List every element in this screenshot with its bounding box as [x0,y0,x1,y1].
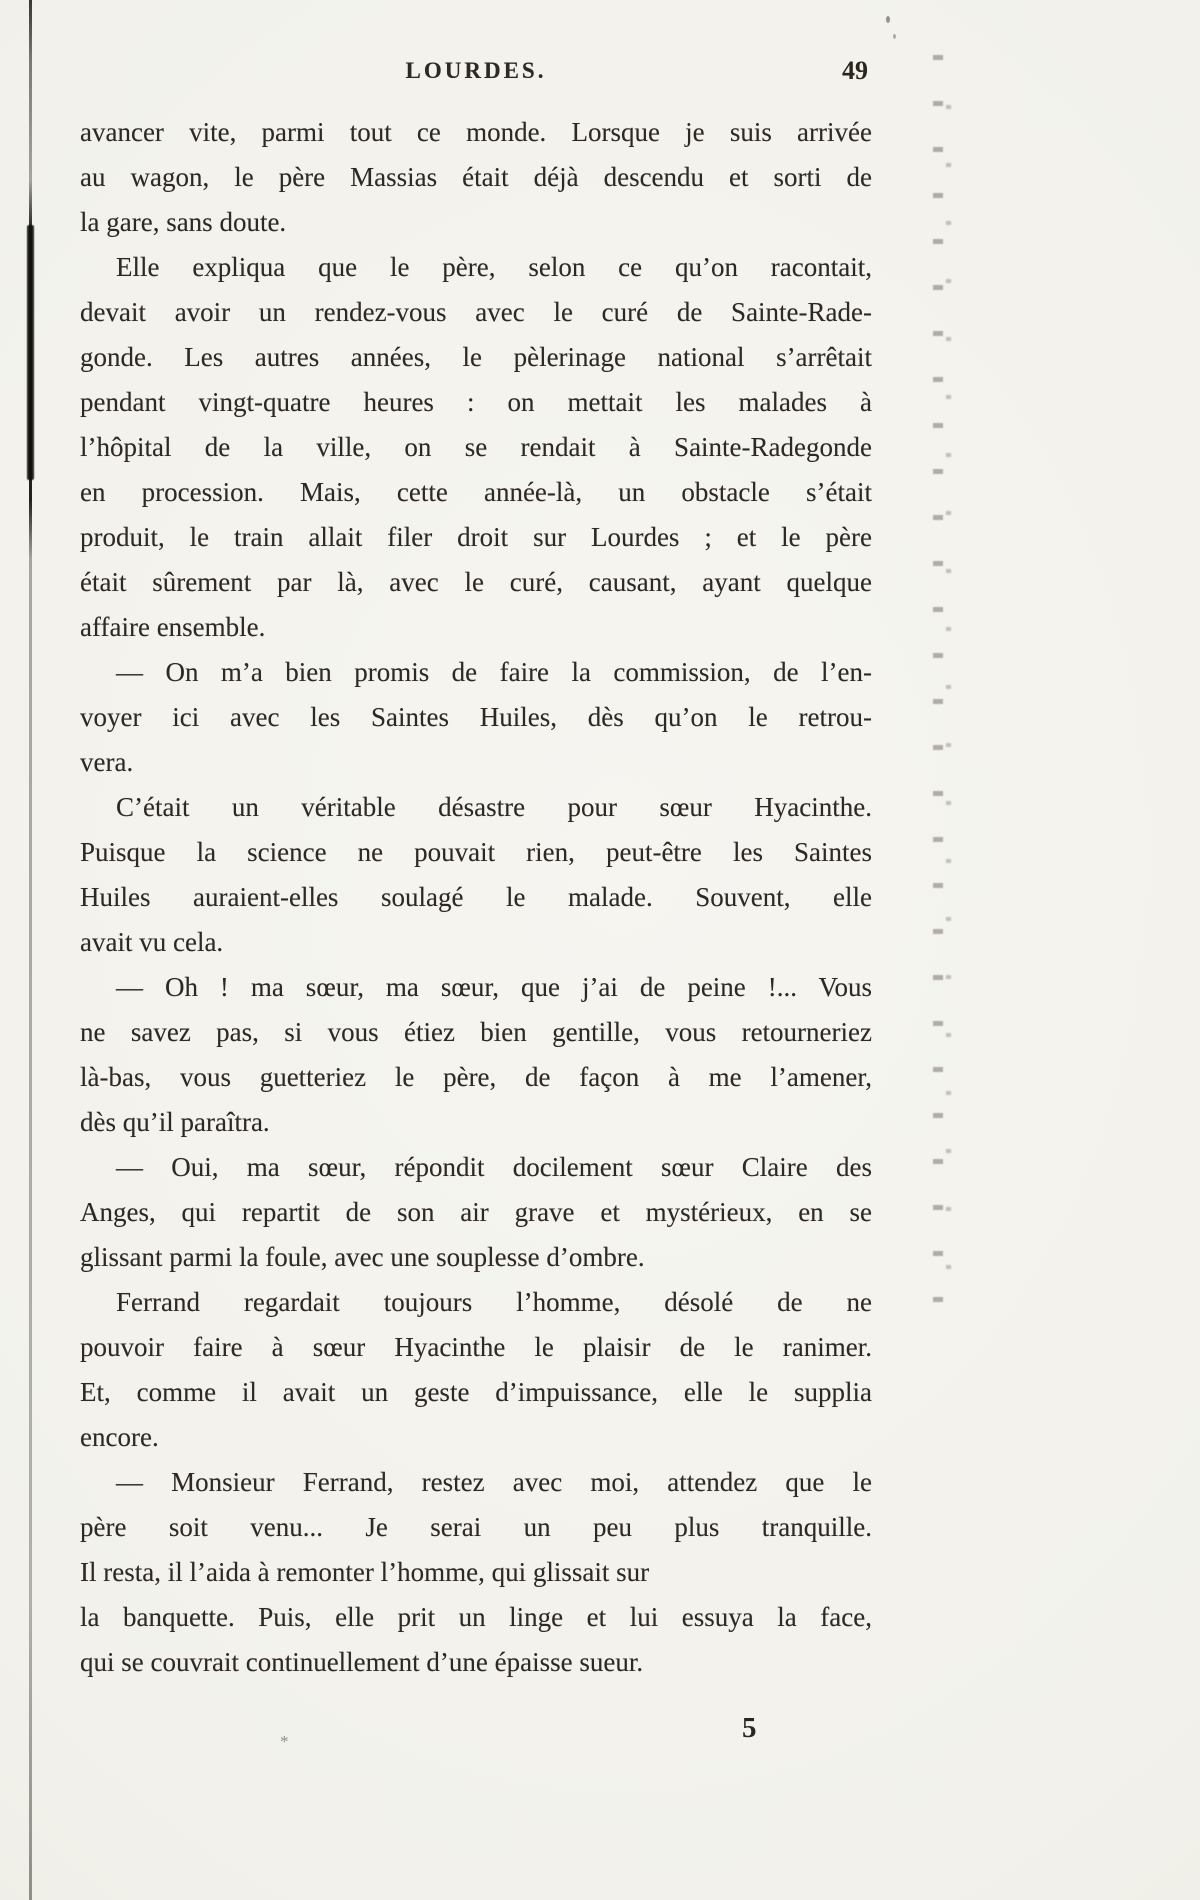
text-line: qui se couvrait continuellement d’une épaisse sueur. [80,1647,644,1677]
bleedthrough-marks [933,28,943,1338]
text-line: avait vu cela. [80,927,224,957]
text-line: la banquette. Puis, elle prit un linge et lui essuya la face, [80,1602,872,1632]
text-line: pendant vingt-quatre heures : on mettait les malades à [80,387,872,417]
text-line: glissant parmi la foule, avec une souplesse d’ombre. [80,1242,645,1272]
text-line: avancer vite, parmi tout ce monde. Lorsque je suis arrivée [80,117,872,147]
text-line: ne savez pas, si vous étiez bien gentille, vous retourneriez [80,1017,872,1047]
text-line: — Monsieur Ferrand, restez avec moi, attendez que le [116,1467,872,1497]
text-line: vera. [80,747,134,777]
scan-speck [893,34,896,39]
text-line: voyer ici avec les Saintes Huiles, dès qu’on le retrou- [80,702,872,732]
printer-ornament: * [280,1732,289,1751]
text-line: affaire ensemble. [80,612,266,642]
text-line: père soit venu... Je serai un peu plus tranquille. [80,1512,872,1542]
text-line: Puisque la science ne pouvait rien, peut-être les Saintes [80,837,872,867]
text-line: devait avoir un rendez-vous avec le curé de Sainte-Rade- [80,297,872,327]
binding-shadow-bar [27,225,34,480]
text-line: était sûrement par là, avec le curé, causant, ayant quelque [80,567,872,597]
signature-number: 5 [742,1712,757,1744]
text-line: — On m’a bien promis de faire la commission, de l’en- [116,657,872,687]
text-line: au wagon, le père Massias était déjà descendu et sorti de [80,162,872,192]
text-line: Huiles auraient-elles soulagé le malade. Souvent, elle [80,882,872,912]
text-line: — Oh ! ma sœur, ma sœur, que j’ai de peine !... Vous [116,972,872,1002]
page-title: LOURDES. [405,58,547,83]
text-line: — Oui, ma sœur, répondit docilement sœur Claire des [116,1152,872,1182]
scan-speck [886,16,890,23]
text-line: Et, comme il avait un geste d’impuissance, elle le supplia [80,1377,872,1407]
page-number: 49 [842,56,868,85]
text-line: Anges, qui repartit de son air grave et mystérieux, en se [80,1197,872,1227]
text-line: la gare, sans doute. [80,207,287,237]
running-header [80,58,872,96]
text-line: pouvoir faire à sœur Hyacinthe le plaisir de le ranimer. [80,1332,872,1362]
text-line: produit, le train allait filer droit sur Lourdes ; et le père [80,522,872,552]
text-block [80,110,872,1685]
text-line: dès qu’il paraîtra. [80,1107,270,1137]
text-line: gonde. Les autres années, le pèlerinage national s’arrêtait [80,342,872,372]
text-line: l’hôpital de la ville, on se rendait à Sainte-Radegonde [80,432,872,462]
text-line: là-bas, vous guetteriez le père, de façon à me l’amener, [80,1062,872,1092]
text-line: Elle expliqua que le père, selon ce qu’on racontait, [116,252,872,282]
text-line: encore. [80,1422,159,1452]
text-line: Ferrand regardait toujours l’homme, désolé de ne [116,1287,872,1317]
text-line: Il resta, il l’aida à remonter l’homme, qui glissait sur [80,1557,650,1587]
text-line: en procession. Mais, cette année-là, un obstacle s’était [80,477,872,507]
bleedthrough-marks [946,66,951,1316]
text-line: C’était un véritable désastre pour sœur Hyacinthe. [116,792,872,822]
